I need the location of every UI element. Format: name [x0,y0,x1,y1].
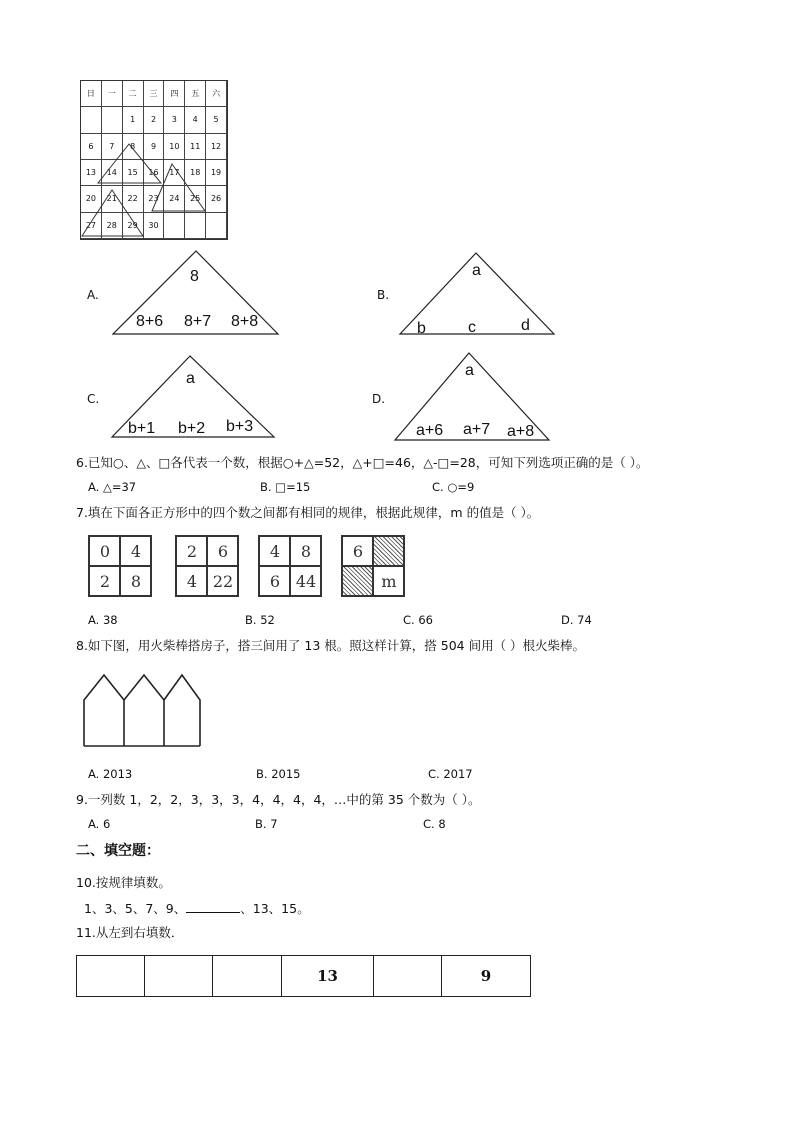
number-square-4 [341,535,405,597]
calendar-day: 18 [185,160,206,186]
q6-option-a: A. △=37 [88,480,137,494]
matchstick-houses [78,672,204,750]
question-10: 10.按规律填数。 [76,875,171,890]
number-square-1 [88,535,152,597]
calendar-day: 2 [144,107,165,133]
square-3-br: 44 [295,572,317,591]
square-3-tl: 4 [269,542,281,561]
triangle-a-left: 8+6 [136,313,164,330]
question-11: 11.从左到右填数． [76,925,184,940]
calendar-day: 19 [206,160,227,186]
calendar-day: 12 [206,134,227,160]
calendar-weekday-header: 二 [123,81,144,107]
square-3-tr: 8 [300,542,312,561]
q6-option-c: C. ○=9 [432,480,475,494]
square-3-bl: 6 [269,572,281,591]
square-4-bl-hatched [343,567,372,595]
triangle-a-top: 8 [190,268,199,285]
fill-cell-2[interactable] [145,956,213,996]
calendar-day: 9 [144,134,165,160]
triangle-d-mid: a+7 [463,421,491,438]
q10-sequence [84,900,310,917]
fill-cell-5[interactable] [374,956,442,996]
option-b-label: B. [377,288,390,302]
q7-option-d: D. 74 [561,613,592,627]
option-a-label: A. [87,288,99,302]
calendar-day: 23 [144,186,165,212]
calendar-day: 1 [123,107,144,133]
calendar-day: 17 [164,160,185,186]
calendar-day: 20 [81,186,102,212]
calendar-day: 6 [81,134,102,160]
triangle-d-top: a [465,362,474,379]
q10-sequence-start: 1、3、5、7、9、 [84,901,187,916]
fill-number-table [76,955,531,997]
triangle-b-mid: c [468,319,476,336]
calendar-day: 16 [144,160,165,186]
calendar-day: 24 [164,186,185,212]
calendar-day: 4 [185,107,206,133]
q8-option-c: C. 2017 [428,767,473,781]
calendar-day: 14 [102,160,123,186]
triangle-c-top: a [186,370,195,387]
calendar-weekday-header: 一 [102,81,123,107]
q7-option-b: B. 52 [245,613,275,627]
square-2-tr: 6 [217,542,229,561]
triangle-b-left: b [417,320,426,337]
calendar-weekday-header: 日 [81,81,102,107]
calendar-day: 25 [185,186,206,212]
calendar-weekday-header: 三 [144,81,165,107]
q10-answer-blank[interactable] [186,900,240,913]
triangle-c-right: b+3 [226,418,254,435]
triangle-c-left: b+1 [128,420,156,437]
number-square-2 [175,535,239,597]
calendar-day: 28 [102,213,123,239]
question-9: 9.一列数 1，2，2，3，3，3，4，4，4，4，…中的第 35 个数为（ ）。 [76,792,481,807]
number-square-3 [258,535,322,597]
square-2-tl: 2 [186,542,198,561]
triangle-c-mid: b+2 [178,420,206,437]
fill-cell-6: 9 [480,967,492,985]
option-c-label: C. [87,392,100,406]
q9-option-c: C. 8 [423,817,446,831]
calendar-weekday-header: 五 [185,81,206,107]
triangle-b-top: a [472,262,481,279]
q9-option-a: A. 6 [88,817,111,831]
triangle-a-right: 8+8 [231,313,259,330]
calendar-day: 21 [102,186,123,212]
square-4-tr-hatched [374,537,403,565]
q6-option-b: B. □=15 [260,480,311,494]
fill-cell-3[interactable] [213,956,282,996]
calendar-day: 3 [164,107,185,133]
triangle-b-right: d [521,317,530,334]
square-2-bl: 4 [186,572,198,591]
calendar-day: 8 [123,134,144,160]
fill-cell-4: 13 [282,956,374,996]
square-4-tl: 6 [352,542,364,561]
square-2-br: 22 [212,572,234,591]
question-7: 7.填在下面各正方形中的四个数之间都有相同的规律，根据此规律，m 的值是（ ）。 [76,505,540,520]
calendar-day: 13 [81,160,102,186]
question-6: 6.已知○、△、□各代表一个数，根据○+△=52，△+□=46，△-□=28，可知下列选项正确的是（ ）。 [76,455,649,470]
calendar-day: 10 [164,134,185,160]
q8-option-b: B. 2015 [256,767,301,781]
calendar-day: 30 [144,213,165,239]
calendar-weekday-header: 四 [164,81,185,107]
calendar-day: 7 [102,134,123,160]
calendar-weekday-header: 六 [206,81,227,107]
q7-option-c: C. 66 [403,613,433,627]
square-1-br: 8 [130,572,142,591]
triangle-a-mid: 8+7 [184,313,212,330]
triangle-d-left: a+6 [416,422,444,439]
q7-option-a: A. 38 [88,613,118,627]
calendar-day: 5 [206,107,227,133]
square-1-tl: 0 [99,542,111,561]
q8-option-a: A. 2013 [88,767,133,781]
square-1-bl: 2 [99,572,111,591]
calendar-day: 15 [123,160,144,186]
square-4-br: m [381,572,397,591]
calendar-day: 29 [123,213,144,239]
section-title: 二、填空题： [76,843,160,859]
calendar-day: 26 [206,186,227,212]
q10-sequence-end: 、13、15。 [240,901,310,916]
square-1-tr: 4 [130,542,142,561]
question-8: 8.如下图，用火柴棒搭房子，搭三间用了 13 根。照这样计算，搭 504 间用（ ）根火柴棒。 [76,638,586,653]
fill-cell-1[interactable] [77,956,145,996]
calendar-triangles [80,80,226,238]
triangle-d-right: a+8 [507,423,535,440]
calendar-day: 11 [185,134,206,160]
option-d-label: D. [372,392,386,406]
calendar-day: 22 [123,186,144,212]
q9-option-b: B. 7 [255,817,278,831]
calendar-day: 27 [81,213,102,239]
